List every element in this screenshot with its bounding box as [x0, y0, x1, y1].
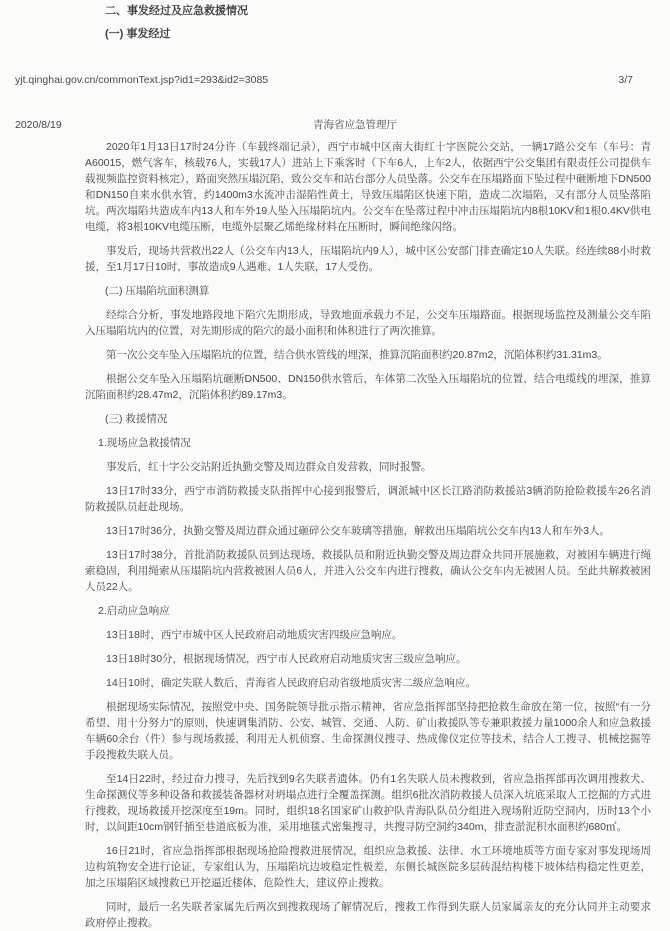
paragraph-rescue-forces: 根据现场实际情况，按照党中央、国务院领导批示指示精神，省应急指挥部坚持把抢救生命放在第一位，按照“有一分希望、用十分努力”的原则，快速调集消防、公安、城管、交通、人防、矿山救援队等专兼职救援力量1000余人和应急救援车辆60余台（件）参与现场救援，利用无人机侦察、生命探测仪搜寻、热成像仪定位等技术，结合人工搜寻、机械挖掘等手段搜救失联人员。	[85, 701, 651, 761]
section-heading: 二、事发经过及应急救援情况	[105, 5, 248, 17]
paragraph-level3-response: 13日18时30分，根据现场情况，西宁市人民政府启动地质灾害三级应急响应。	[106, 653, 467, 665]
subheading-emergency-response: 2.启动应急响应	[98, 605, 170, 617]
document-body	[85, 139, 651, 931]
heading-rescue-situation: (三) 救援情况	[105, 413, 168, 425]
footer-url: yjt.qinghai.gov.cn/commonText.jsp?id1=293&id2=3085	[15, 74, 269, 86]
paragraph-1736-rescue: 13日17时36分，执勤交警及周边群众通过砸碎公交车玻璃等措施，解救出压塌陷坑公交车内13人和车外3人。	[106, 525, 611, 537]
header-title: 青海省应急管理厅	[313, 119, 397, 131]
paragraph-analysis: 经综合分析，事发地路段地下陷穴先期形成，导致地面承载力不足，公交车压塌路面。根据现场监控及测量公交车陷入压塌陷坑内的位置，对先期形成的陷穴的最小面积和体积进行了两次推算。	[85, 309, 651, 337]
subsection-heading: (一) 事发经过	[105, 28, 171, 40]
paragraph-expert-assessment: 16日21时，省应急指挥部根据现场抢险搜救进展情况，组织应急救援、法律、水工环境地质等方面专家对事发现场周边构筑物安全进行论证，专家组认为，压塌陷坑边坡稳定性极差，东侧长城医院多层砖混结构楼下坡体结构稳定性更差，加之压塌陷区域搜救已开挖逼近楼体，危险性大，建议停止搜救。	[85, 845, 651, 889]
paragraph-search-progress: 至14日22时，经过奋力搜寻，先后找到9名失联者遗体。仍有1名失联人员未搜救到，省应急指挥部再次调用搜救犬、生命探测仪等多种设备和救援装备器材对坍塌点进行全覆盖探测。组织6批次消防救援人员深入坑底采取人工挖掘的方式进行搜救，现场救援开挖深度至19m。同时，组织18名国家矿山救护队青海队队员分组进入现场附近防空洞内，历时13个小时，以间距10cm钢钎插至巷道底板为准，采用地毯式密集搜寻，共搜寻防空洞约340m，排查淤泥积水面积约680㎡。	[85, 773, 651, 833]
previous-page-tail	[0, 0, 670, 42]
paragraph-second-estimate: 根据公交车坠入压塌陷坑砸断DN500、DN150供水管后，车体第二次坠入压塌陷坑的位置，结合电缆线的埋深，推算沉陷面积约28.47m2，沉陷体积约89.17m3。	[85, 373, 651, 401]
page-number: 3/7	[618, 74, 633, 86]
subheading-onsite-rescue: 1.现场应急救援情况	[98, 437, 191, 449]
paragraph-casualties: 事发后，现场共营救出22人（公交车内13人，压塌陷坑内9人），城中区公安部门排查确定10人失联。经连续88小时救援，至1月17日10时，事故造成9人遇难、1人失联，17人受伤。	[85, 245, 651, 273]
paragraph-level4-response: 13日18时，西宁市城中区人民政府启动地质灾害四级应急响应。	[106, 629, 403, 641]
heading-pit-area-calculation: (二) 压塌陷坑面积测算	[105, 285, 210, 297]
paragraph-first-estimate: 第一次公交车坠入压塌陷坑的位置，结合供水管线的埋深，推算沉陷面积约20.87m2，沉陷体积约31.31m3。	[106, 349, 608, 361]
paragraph-incident-course: 2020年1月13日17时24分许（车载终端记录），西宁市城中区南大街红十字医院公交站，一辆17路公交车（车号：青A60015，燃气客车，核载76人，实载17人）进站上下乘客时（下车6人，上车2人，依据西宁公交集团有限责任公司提供车载视频监控资料核定），路面突然压塌沉陷，致公交车和站台部分人员坠落。公交车在压塌路面下坠过程中砸断地下DN500和DN150自来水供水管，约1400m3水流冲击湿陷性黄土，导致压塌陷区快速下陷，造成二次塌陷，又有部分人员坠落陷坑。两次塌陷共造成车内13人和车外19人坠入压塌陷坑内。公交车在坠落过程中冲击压塌陷坑内8根10KV和1根0.4KV供电电缆，将3根10KV电缆压断，电缆外层聚乙烯绝缘材料在压断时，瞬间绝缘闪络。	[85, 141, 651, 233]
paragraph-family-agreement: 同时，最后一名失联者家属先后两次到搜救现场了解情况后，搜救工作得到失联人员家属亲友的充分认同并主动要求政府停止搜救。	[85, 901, 651, 929]
paragraph-spontaneous-rescue: 事发后，红十字公交站附近执勤交警及周边群众自发营救，同时报警。	[106, 461, 432, 473]
paragraph-1738-rescue: 13日17时38分，首批消防救援队员到达现场，救援队员和附近执勤交警及周边群众共同开展施救，对被困车辆进行绳索稳固，利用绳索从压塌陷坑内营救被困人员6人，并进入公交车内进行搜救，确认公交车内无被困人员。至此共解救被困人员22人。	[85, 549, 651, 593]
print-header	[0, 117, 670, 133]
paragraph-1733-dispatch: 13日17时33分，西宁市消防救援支队指挥中心接到报警后，调派城中区长江路消防救援站3辆消防抢险救援车26名消防救援队员赶赴现场。	[85, 485, 651, 513]
print-footer	[15, 72, 633, 88]
paragraph-level2-response: 14日10时，确定失联人数后，青海省人民政府启动省级地质灾害二级应急响应。	[106, 677, 476, 689]
header-date: 2020/8/19	[15, 119, 62, 131]
